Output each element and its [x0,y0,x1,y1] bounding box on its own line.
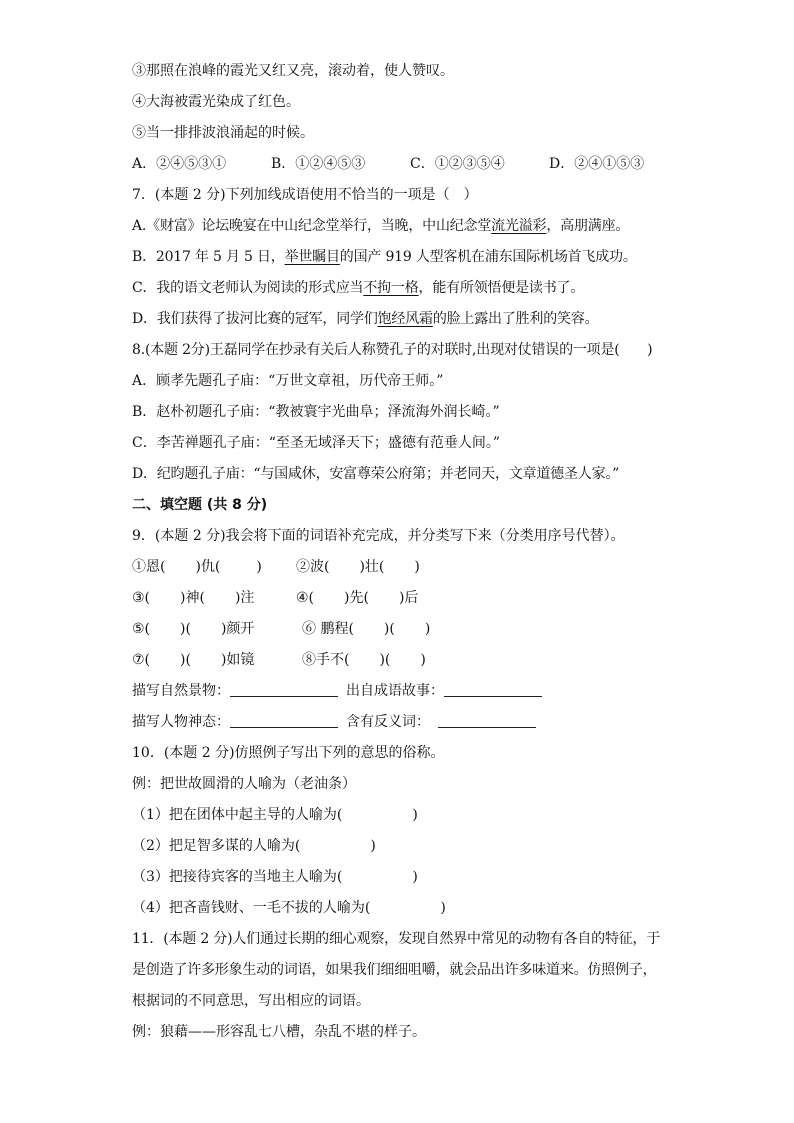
q7-a-underlined: 流光溢彩 [491,218,547,234]
q7-c-underlined: 不拘一格 [363,280,419,296]
q9-category-antonym-label: 含有反义词： [346,714,430,730]
q10-stem: 10．(本题 2 分)仿照例子写出下列的意思的俗称。 [132,745,445,761]
q9-category-nature-label: 描写自然景物： [132,683,230,699]
q9-category-row-1 [132,681,754,712]
q8-option-c[interactable]: C．李苦禅题孔子庙：“至圣无域泽天下；盛德有范垂人间。” [132,435,501,451]
q6-options [132,154,754,185]
q7-stem: 7．(本题 2 分)下列加线成语使用不恰当的一项是（ ） [132,187,478,203]
q9-item-7[interactable]: ⑦( )( )如镜 [132,652,255,668]
q9-row-3 [132,619,754,650]
q7-d-underlined: 饱经风霜 [377,311,433,327]
q9-category-expression-blank[interactable] [230,713,338,728]
q9-category-antonym-blank[interactable] [438,713,536,728]
q8-option-d[interactable]: D．纪昀题孔子庙：“与国咸休，安富尊荣公府第；并老同天，文章道德圣人家。” [132,466,620,482]
q9-category-story-label: 出自成语故事： [346,683,444,699]
q9-category-story-blank[interactable] [444,682,542,697]
q10-item-4[interactable]: （4）把吝啬钱财、一毛不拔的人喻为( ) [132,900,446,916]
q6-sentence-4: ④大海被霞光染成了红色。 [132,94,300,110]
q6-option-c[interactable]: C．①②③⑤④ [410,156,505,172]
q9-stem: 9．(本题 2 分)我会将下面的词语补充完成，并分类写下来（分类用序号代替）。 [132,528,625,544]
q9-row-4 [132,650,754,681]
q9-item-1[interactable]: ①恩( )仇( ) [132,559,262,575]
q6-option-d[interactable]: D．②④①⑤③ [549,156,645,172]
q11-example: 例：狼藉——形容乱七八槽，杂乱不堪的样子。 [132,1024,426,1040]
q11-paragraph-line-2: 是创造了许多形象生动的词语，如果我们细细咀嚼，就会品出许多味道来。仿照例子， [132,962,657,978]
q9-item-5[interactable]: ⑤( )( )颜开 [132,621,255,637]
q11-paragraph-line-1: 11．(本题 2 分)人们通过长期的细心观察，发现自然界中常见的动物有各自的特征，于 [132,931,661,947]
q6-option-b[interactable]: B．①②④⑤③ [271,156,366,172]
q9-row-1 [132,557,754,588]
q6-option-a[interactable]: A．②④⑤③① [132,156,227,172]
q8-option-a[interactable]: A．顾孝先题孔子庙：“万世文章祖，历代帝王师。” [132,373,444,389]
q7-a-text-end: ，高朋满座。 [546,218,630,234]
q7-option-a[interactable] [132,216,754,247]
q8-stem: 8.(本题 2分)王磊同学在抄录有关后人称赞孔子的对联时,出现对仗错误的一项是( ) [132,342,653,358]
q9-category-row-2 [132,712,754,743]
q9-item-4[interactable]: ④( )先( )后 [296,590,419,606]
q7-d-text: D．我们获得了拔河比赛的冠军，同学们 [132,311,378,327]
q6-sentence-5: ⑤当一排排波浪涌起的时候。 [132,125,314,141]
q9-item-2[interactable]: ②波( )壮( ) [296,559,420,575]
q7-option-c[interactable] [132,278,754,309]
section-heading-fill-in: 二、填空题 (共 8 分) [132,497,268,513]
q7-d-text-end: 的脸上露出了胜利的笑容。 [432,311,599,327]
q6-sentence-3: ③那照在浪峰的霞光又红又亮，滚动着，使人赞叹。 [132,63,454,79]
q11-paragraph-line-3: 根据词的不同意思，写出相应的词语。 [132,993,370,1009]
q7-c-text-end: ，能有所领悟便是读书了。 [418,280,585,296]
q10-example: 例：把世故圆滑的人喻为（老油条） [132,776,356,792]
q7-option-b[interactable] [132,247,754,278]
q9-category-nature-blank[interactable] [230,682,338,697]
q7-a-text: A.《财富》论坛晚宴在中山纪念堂举行，当晚，中山纪念堂 [132,218,492,234]
q7-b-text: B．2017 年 5 月 5 日， [132,249,285,265]
q9-item-6[interactable]: ⑥ 鹏程( )( ) [302,621,431,637]
q10-item-3[interactable]: （3）把接待宾客的当地主人喻为( ) [132,869,418,885]
q10-item-2[interactable]: （2）把足智多谋的人喻为( ) [132,838,376,854]
q9-item-3[interactable]: ③( )神( )注 [132,590,255,606]
q7-c-text: C．我的语文老师认为阅读的形式应当 [132,280,364,296]
q10-item-1[interactable]: （1）把在团体中起主导的人喻为( ) [132,807,418,823]
q9-category-expression-label: 描写人物神态： [132,714,230,730]
q9-row-2 [132,588,754,619]
q7-b-text-end: 的国产 919 人型客机在浦东国际机场首飞成功。 [339,249,637,265]
q8-option-b[interactable]: B．赵朴初题孔子庙：“教被寰宇光曲阜；泽流海外润长崎。” [132,404,500,420]
q7-option-d[interactable] [132,309,754,340]
q7-b-underlined: 举世瞩目 [284,249,340,265]
q9-item-8[interactable]: ⑧手不( )( ) [302,652,426,668]
